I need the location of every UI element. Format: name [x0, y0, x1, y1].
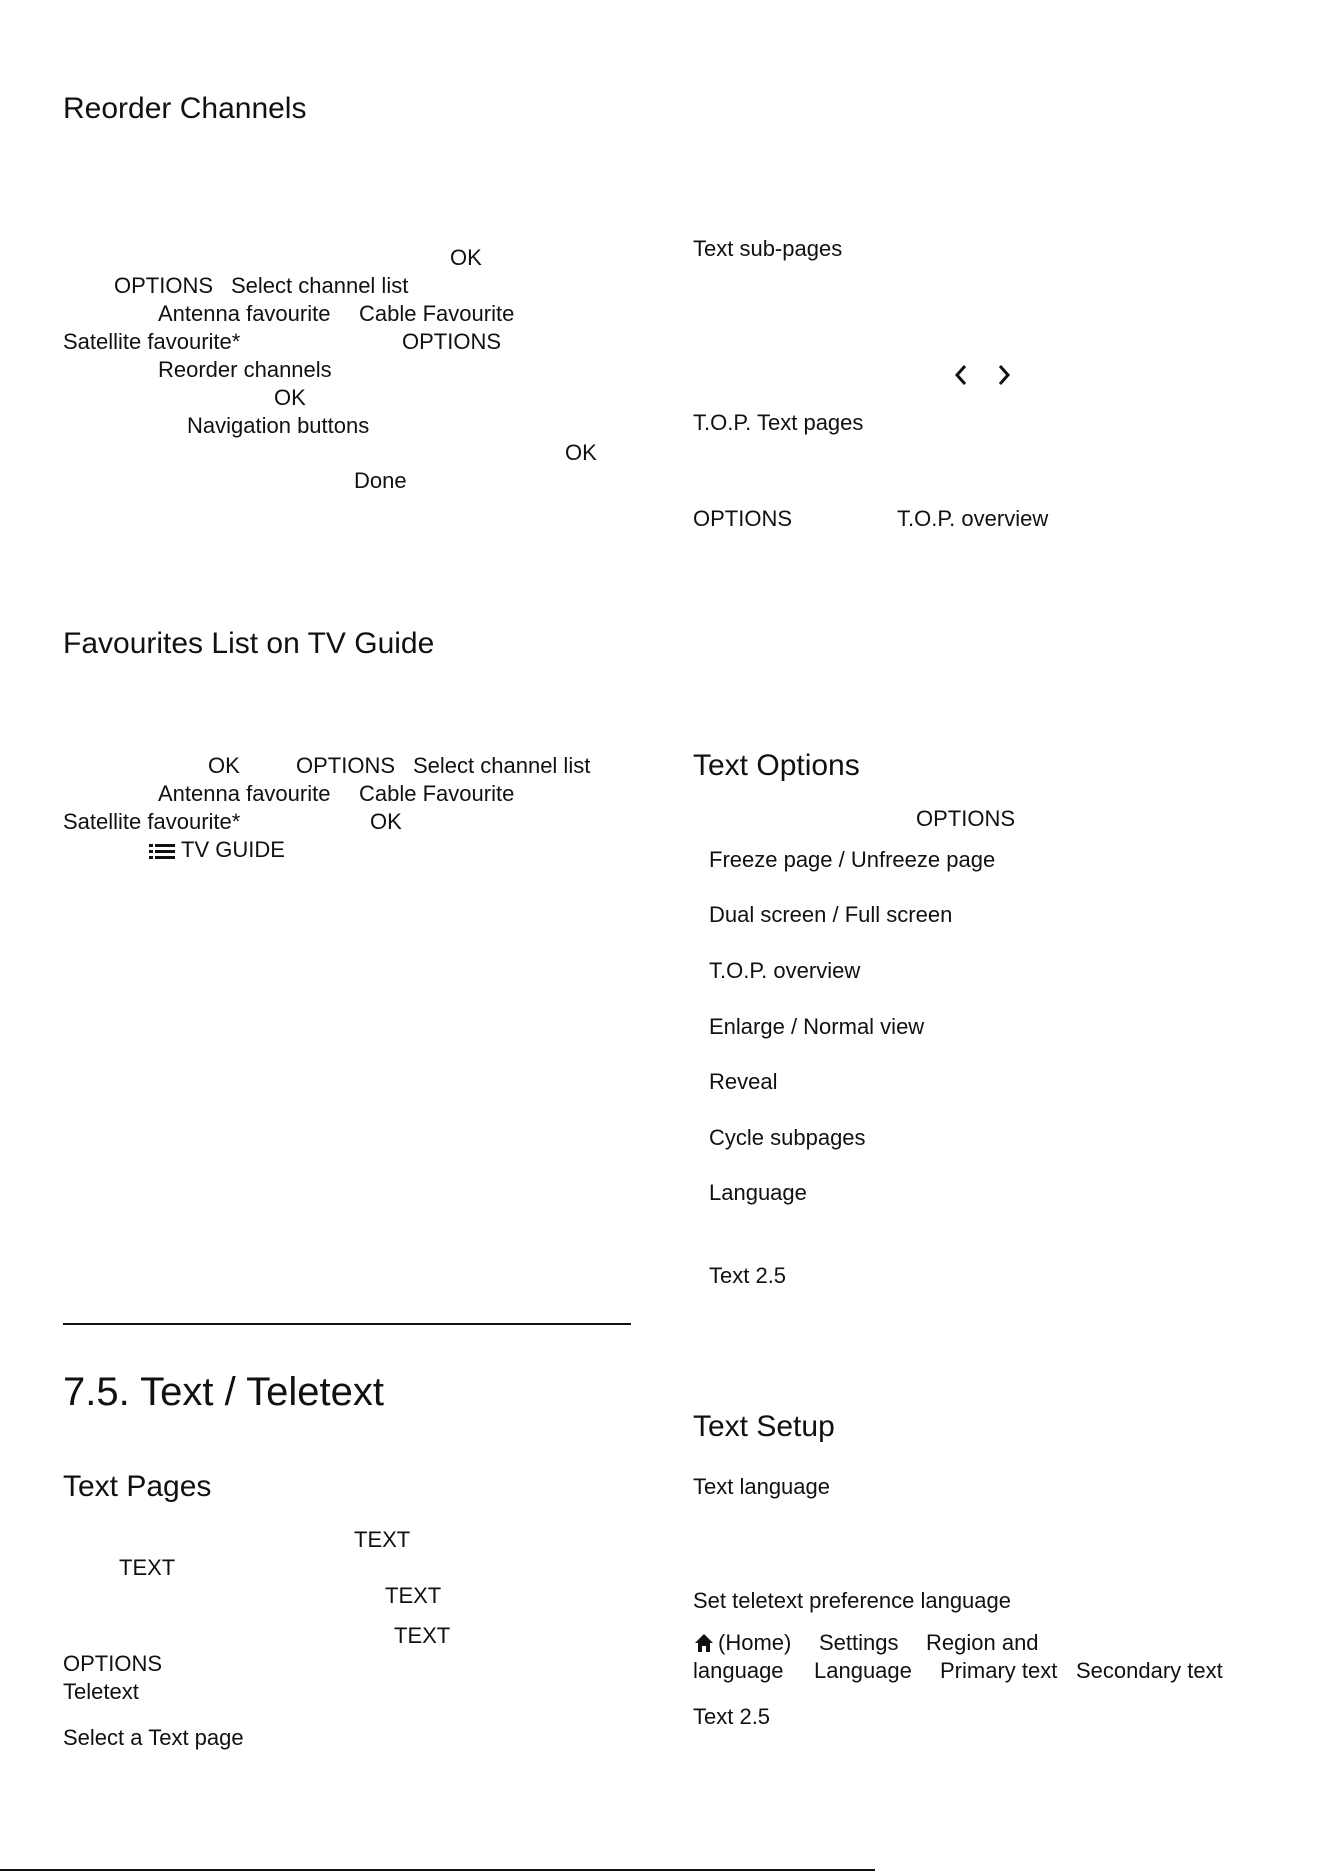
cable-favourite-label: Cable Favourite	[359, 301, 515, 326]
text-key-label: TEXT	[354, 1527, 411, 1552]
ok-key-label: OK	[450, 245, 482, 270]
set-teletext-preference-label: Set teletext preference language	[693, 1588, 1012, 1613]
options-key-label: OPTIONS	[402, 329, 502, 354]
text-2-5-label: Text 2.5	[693, 1704, 771, 1729]
text-options-heading: Text Options	[693, 749, 860, 782]
tv-guide-icon	[149, 841, 175, 861]
teletext-label: Teletext	[63, 1679, 139, 1704]
ok-key-label: OK	[370, 809, 402, 834]
home-label: (Home)	[718, 1630, 792, 1655]
home-icon	[694, 1633, 714, 1653]
ok-key-label: OK	[274, 385, 306, 410]
option-item: Freeze page / Unfreeze page	[709, 847, 996, 872]
option-item: Text 2.5	[709, 1263, 787, 1288]
antenna-favourite-label: Antenna favourite	[158, 301, 331, 326]
cable-favourite-label: Cable Favourite	[359, 781, 515, 806]
select-channel-list-label: Select channel list	[413, 753, 591, 778]
done-label: Done	[354, 468, 407, 493]
ok-key-label: OK	[565, 440, 597, 465]
options-key-label: OPTIONS	[693, 506, 793, 531]
options-key-label: OPTIONS	[114, 273, 214, 298]
select-text-page-label: Select a Text page	[63, 1725, 244, 1750]
satellite-favourite-label: Satellite favourite*	[63, 809, 241, 834]
navigation-buttons-label: Navigation buttons	[187, 413, 370, 438]
select-channel-list-label: Select channel list	[231, 273, 409, 298]
antenna-favourite-label: Antenna favourite	[158, 781, 331, 806]
top-text-pages-label: T.O.P. Text pages	[693, 410, 864, 435]
option-item: Language	[709, 1180, 807, 1205]
top-overview-label: T.O.P. overview	[897, 506, 1049, 531]
region-and-label: Region and	[926, 1630, 1039, 1655]
options-key-label: OPTIONS	[916, 806, 1016, 831]
text-key-label: TEXT	[394, 1623, 451, 1648]
text-key-label: TEXT	[119, 1555, 176, 1580]
secondary-text-label: Secondary text	[1076, 1658, 1223, 1683]
option-item: Cycle subpages	[709, 1125, 866, 1150]
language-label: language	[693, 1658, 784, 1683]
favourites-tv-guide-heading: Favourites List on TV Guide	[63, 627, 435, 660]
ok-key-label: OK	[208, 753, 240, 778]
options-key-label: OPTIONS	[296, 753, 396, 778]
satellite-favourite-label: Satellite favourite*	[63, 329, 241, 354]
settings-label: Settings	[819, 1630, 899, 1655]
option-item: Enlarge / Normal view	[709, 1014, 925, 1039]
chevron-right-icon	[997, 364, 1011, 386]
tv-guide-label: TV GUIDE	[181, 837, 285, 862]
text-setup-heading: Text Setup	[693, 1410, 835, 1443]
text-language-label: Text language	[693, 1474, 830, 1499]
chevron-left-icon	[954, 364, 968, 386]
section-title: 7.5. Text / Teletext	[63, 1370, 384, 1414]
option-item: T.O.P. overview	[709, 958, 861, 983]
section-divider	[63, 1323, 631, 1325]
option-item: Dual screen / Full screen	[709, 902, 953, 927]
text-subpages-label: Text sub-pages	[693, 236, 843, 261]
reorder-channels-heading: Reorder Channels	[63, 92, 307, 125]
reorder-channels-label: Reorder channels	[158, 357, 332, 382]
text-pages-heading: Text Pages	[63, 1470, 212, 1503]
primary-text-label: Primary text	[940, 1658, 1058, 1683]
language-menu-label: Language	[814, 1658, 912, 1683]
footer-rule	[0, 1869, 875, 1871]
options-key-label: OPTIONS	[63, 1651, 163, 1676]
option-item: Reveal	[709, 1069, 778, 1094]
text-key-label: TEXT	[385, 1583, 442, 1608]
